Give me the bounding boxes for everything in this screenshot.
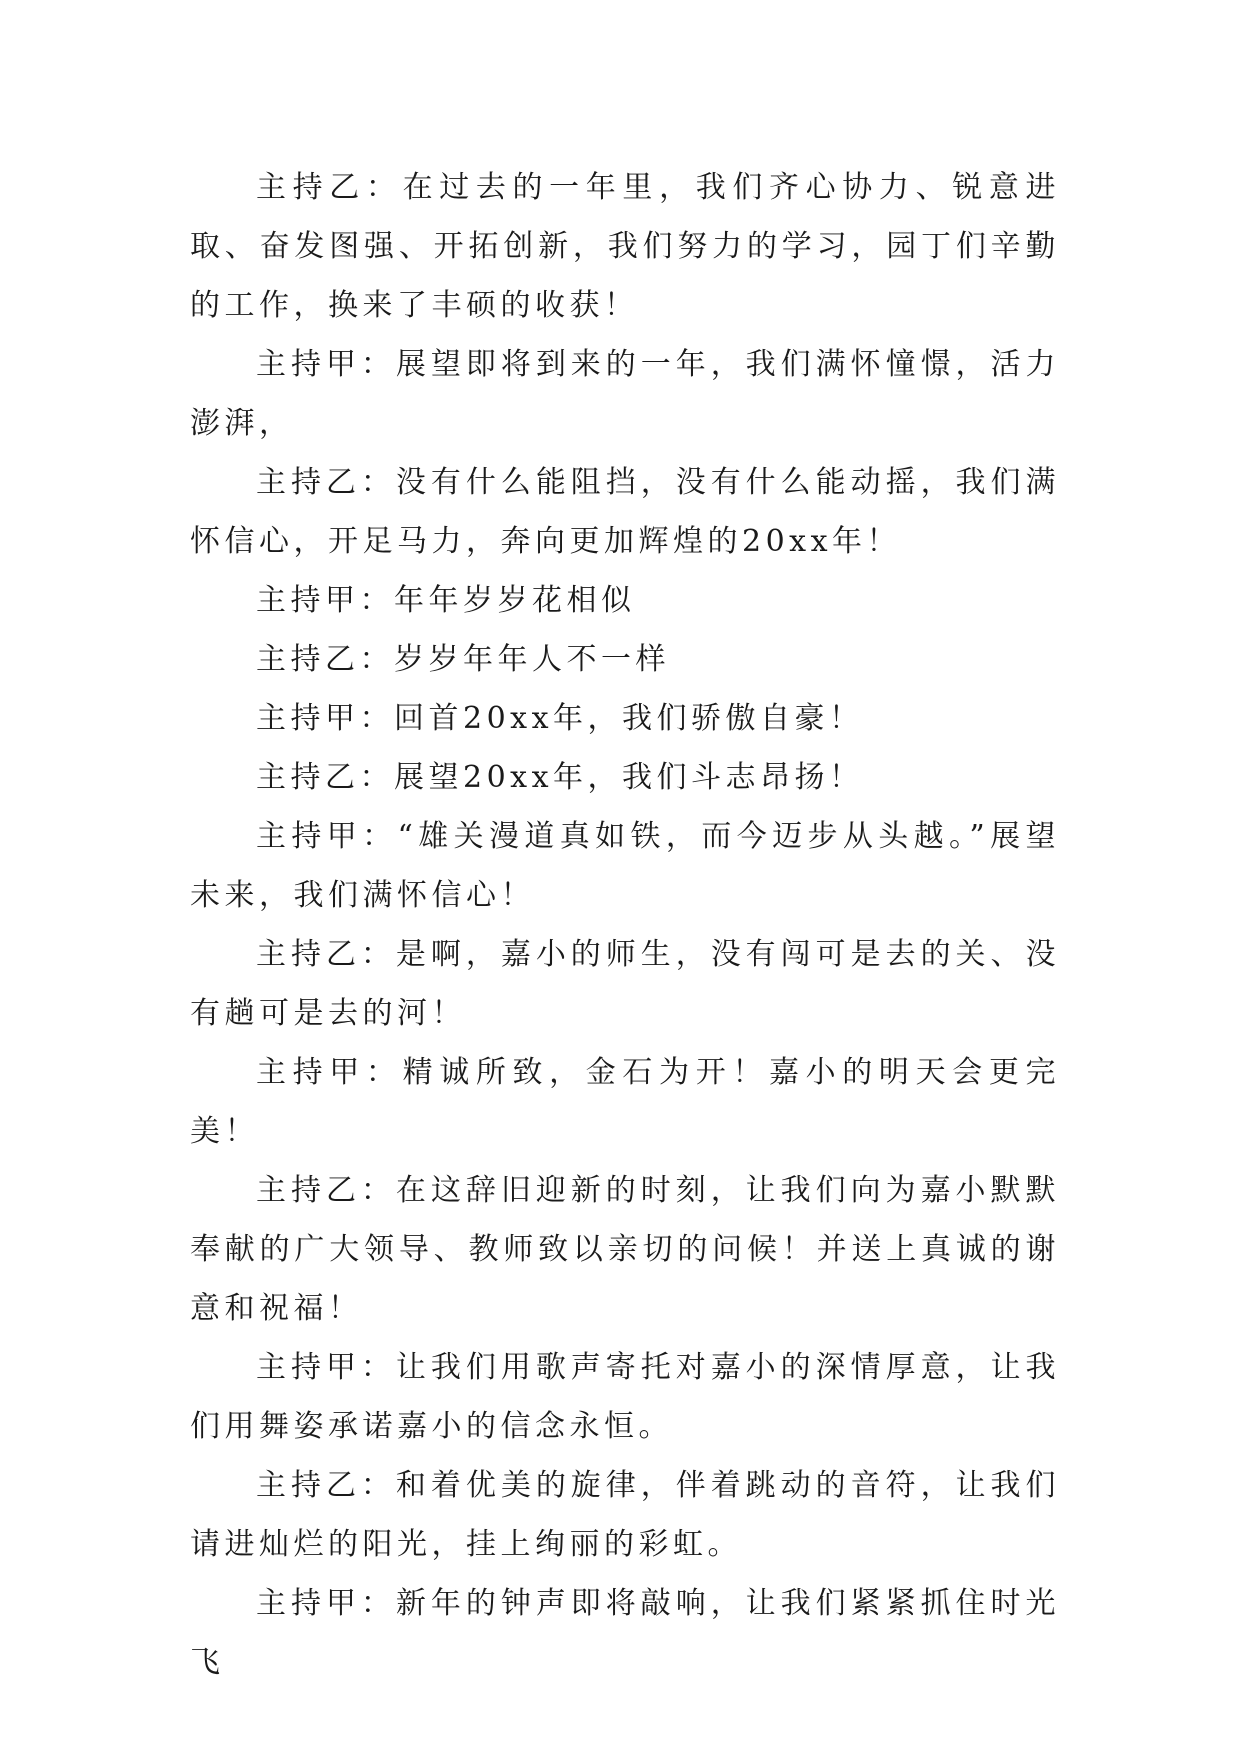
paragraph-8: 主持甲：“雄关漫道真如铁，而今迈步从头越。”展望未来，我们满怀信心！ <box>190 819 1060 913</box>
paragraph-14: 主持甲：新年的钟声即将敲响，让我们紧紧抓住时光飞 <box>190 1586 1060 1680</box>
paragraph-6: 主持甲：回首20xx年，我们骄傲自豪！ <box>256 701 864 736</box>
paragraph-3: 主持乙：没有什么能阻挡，没有什么能动摇，我们满怀信心，开足马力，奔向更加辉煌的20xx年！ <box>190 465 1060 559</box>
paragraph-5: 主持乙：岁岁年年人不一样 <box>256 642 670 677</box>
paragraph-4: 主持甲：年年岁岁花相似 <box>256 583 636 618</box>
paragraph-1: 主持乙：在过去的一年里，我们齐心协力、锐意进取、奋发图强、开拓创新，我们努力的学习，园丁们辛勤的工作，换来了丰硕的收获！ <box>190 170 1060 323</box>
paragraph-13: 主持乙：和着优美的旋律，伴着跳动的音符，让我们请进灿烂的阳光，挂上绚丽的彩虹。 <box>190 1468 1060 1562</box>
paragraph-7: 主持乙：展望20xx年，我们斗志昂扬！ <box>256 760 864 795</box>
paragraph-10: 主持甲：精诚所致，金石为开！嘉小的明天会更完美！ <box>190 1055 1060 1149</box>
paragraph-11: 主持乙：在这辞旧迎新的时刻，让我们向为嘉小默默奉献的广大领导、教师致以亲切的问候！并送上真诚的谢意和祝福！ <box>190 1173 1060 1326</box>
paragraph-12: 主持甲：让我们用歌声寄托对嘉小的深情厚意，让我们用舞姿承诺嘉小的信念永恒。 <box>190 1350 1060 1444</box>
document-body <box>190 158 1060 1692</box>
paragraph-9: 主持乙：是啊，嘉小的师生，没有闯可是去的关、没有趟可是去的河！ <box>190 937 1060 1031</box>
paragraph-2: 主持甲：展望即将到来的一年，我们满怀憧憬，活力澎湃， <box>190 347 1060 441</box>
